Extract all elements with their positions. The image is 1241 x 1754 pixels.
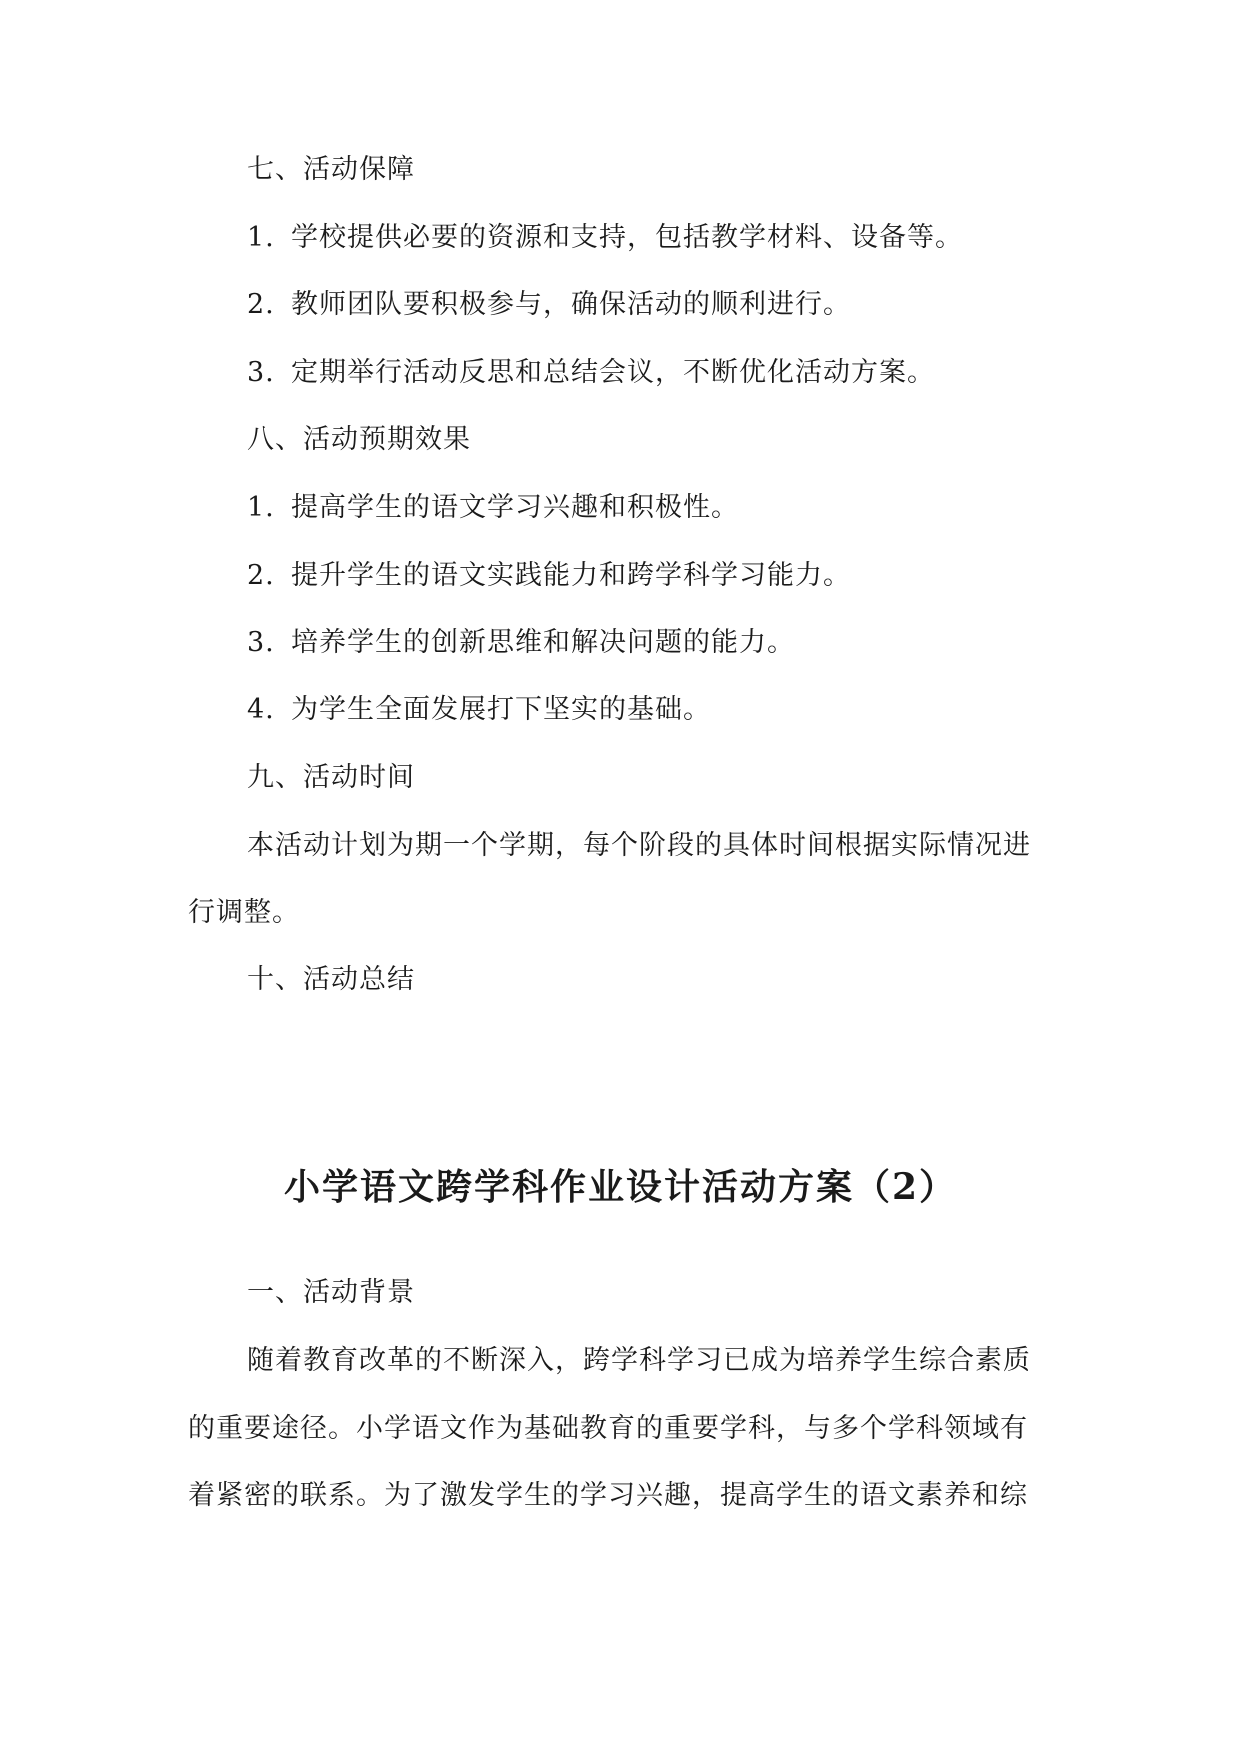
list-item-text: 为学生全面发展打下坚实的基础。	[291, 694, 711, 725]
list-item	[247, 625, 795, 661]
paragraph-line: 行调整。	[188, 897, 300, 928]
list-item-text: 提升学生的语文实践能力和跨学科学习能力。	[291, 560, 851, 591]
list-item-number: 1.	[247, 492, 275, 523]
list-item	[247, 287, 851, 323]
list-item	[247, 220, 963, 256]
paragraph-line: 本活动计划为期一个学期，每个阶段的具体时间根据实际情况进	[247, 830, 1031, 861]
section-heading-1: 一、活动背景	[247, 1277, 415, 1308]
section-heading-10: 十、活动总结	[247, 964, 415, 995]
list-item	[247, 355, 935, 391]
paragraph-line: 的重要途径。小学语文作为基础教育的重要学科，与多个学科领域有	[188, 1413, 1028, 1444]
list-item-number: 4.	[247, 694, 275, 725]
paragraph-line: 着紧密的联系。为了激发学生的学习兴趣，提高学生的语文素养和综	[188, 1480, 1028, 1511]
paragraph-line: 随着教育改革的不断深入，跨学科学习已成为培养学生综合素质	[247, 1345, 1031, 1376]
list-item-number: 2.	[247, 289, 275, 320]
list-item-text: 定期举行活动反思和总结会议，不断优化活动方案。	[291, 357, 935, 388]
list-item-number: 3.	[247, 357, 275, 388]
list-item-number: 1.	[247, 222, 275, 253]
list-item-number: 2.	[247, 560, 275, 591]
list-item	[247, 490, 739, 526]
section-heading-8: 八、活动预期效果	[247, 424, 471, 455]
list-item-number: 3.	[247, 627, 275, 658]
list-item-text: 提高学生的语文学习兴趣和积极性。	[291, 492, 739, 523]
list-item	[247, 558, 851, 594]
section-heading-7: 七、活动保障	[247, 154, 415, 185]
list-item-text: 培养学生的创新思维和解决问题的能力。	[291, 627, 795, 658]
list-item-text: 学校提供必要的资源和支持，包括教学材料、设备等。	[291, 222, 963, 253]
document-title: 小学语文跨学科作业设计活动方案（2）	[283, 1166, 958, 1208]
list-item	[247, 692, 711, 728]
section-heading-9: 九、活动时间	[247, 762, 415, 793]
list-item-text: 教师团队要积极参与，确保活动的顺利进行。	[291, 289, 851, 320]
